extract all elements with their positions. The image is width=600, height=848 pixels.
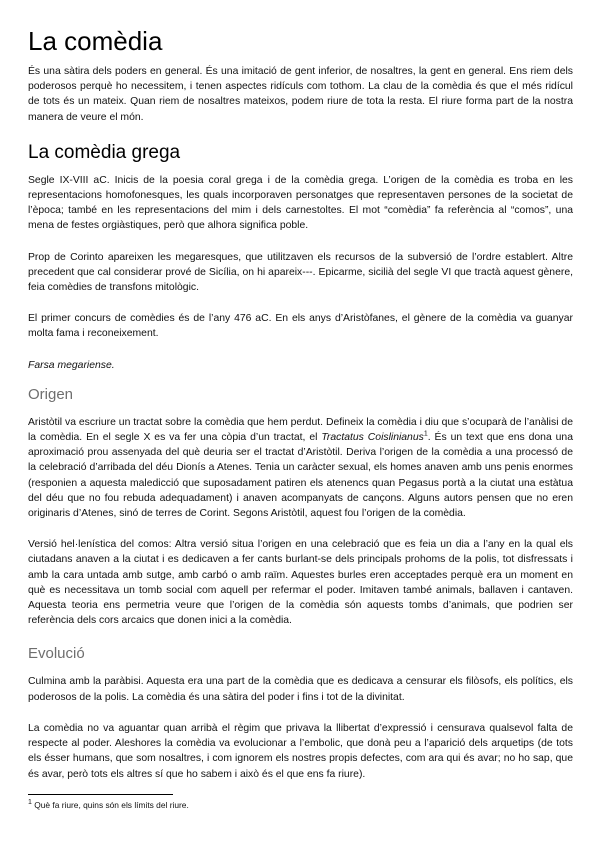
evolucio-paragraph-1: Culmina amb la paràbisi. Aquesta era una part de la comèdia que es dedicava a censurar els filòsofs, els polítics, els poderosos de la polis. La comèdia és una sàtira del poder i fins i tot de la divinitat.	[28, 676, 573, 703]
footnote-divider	[28, 794, 173, 795]
footnote-reference[interactable]: 1	[423, 430, 428, 438]
heading-comedia-grega: La comèdia grega	[28, 141, 181, 163]
origen-paragraph-2: Versió hel·lenística del comos: Altra versió situa l’origen en una celebració que es feia un dia a l’any en la qual els ciutadans anaven a la ciutat i es dedicaven a fer cants burlant-se dels principals prohoms de la polis, tot disfressats i amb la cara untada amb sutge, amb carbó o amb raïm. Aquestes burles eren acceptades perquè era un moment en què es necessitava un tomb social com aquell per refermar el poder. Imitaven també animals, ballaven i cantaven. Aquesta teoria ens permetria veure que l’origen de la comèdia són aquests tombs d’animals, que podrien ser referència dels cors arcaics que donen inici a la comèdia.	[28, 539, 573, 627]
intro-paragraph: És una sàtira dels poders en general. És una imitació de gent inferior, de nosaltres, la gent en general. Ens riem dels poderosos perquè ho necessitem, i tenen aspectes ridículs com tothom. La clau de la comèdia és que el més ridícul de tots és un mateix. Quan riem de nosaltres mateixos, podem riure de tota la resta. El riure forma part de la nostra manera de veure el món.	[28, 66, 573, 123]
footnote-text: Què fa riure, quins són els límits del riure.	[31, 799, 189, 810]
footnote-marker: 1	[28, 798, 32, 806]
tractatus-italic: Tractatus Coislinianus	[321, 432, 424, 444]
document-page	[28, 26, 573, 811]
farsa-italic: Farsa megariense.	[28, 359, 115, 371]
origen-p1-before: Aristòtil va escriure un tractat sobre la comèdia que hem perdut. Defineix la comèdia i diu que s’ocuparà de l’anàlisi de la comèdia. En el segle X es va fer una còpia d’un tractat, el	[28, 416, 573, 444]
page-title: La comèdia	[28, 26, 163, 56]
heading-evolucio: Evolució	[28, 645, 85, 663]
grega-paragraph-2: Prop de Corinto apareixen les megaresques, que utilitzaven els recursos de la subversió de l’ordre establert. Altre precedent que cal considerar prové de Sicília, on hi apareix---. Epicarme, sicilià del segle VI que tractà aquest gènere, feia comèdies de transfons mitològic.	[28, 251, 573, 294]
grega-paragraph-1: Segle IX-VIII aC. Inicis de la poesia coral grega i de la comèdia grega. L’origen de la comèdia es troba en les representacions homofonesques, les quals incorporaven personatges que representaven persones de la societat de l’època; també en les representacions del mim i dels carnestoltes. El mot “comèdia” fa referència al “comos”, una mena de festes orgiàstiques, però que alhora significa poble.	[28, 174, 573, 232]
grega-paragraph-4	[28, 358, 573, 373]
evolucio-paragraph-2: La comèdia no va aguantar quan arribà el règim que privava la llibertat d’expressió i censurava qualsevol falta de respecte al poder. Aleshores la comèdia va evolucionar a l’embolic, que donà peu a l’aparició dels arquetips (de tots els ésser humans, que som nosaltres, i com ignorem els nostres propis defectes, com ara qui és avar; no ho sap, que és avar, però tots els altres sí que ho sabem i això és el que ens fa riure).	[28, 722, 573, 780]
origen-paragraph-1	[28, 415, 573, 521]
origen-p1-after: . És un text que ens dona una aproximació prou assenyada del què deuria ser el tractat d’Aristòtil. Deriva l’origen de la comèdia a una processó de la celebració d’arribada del déu Dionís a Atenes. Tenia un caràcter sexual, els homes anaven amb uns penis enormes (responien a aquesta maledicció que suposadament patiren els atenencs quan Pegasus portà a la ciutat una estàtua del déu que no fou rebuda adequadament) i anaven acompanyats de cançons. Alguns autors pensen que no eren originaris d’Atenes, sinó de terres de Corint. Segons Aristòtil, aquest fou l’origen de la comèdia.	[28, 432, 573, 520]
heading-origen: Origen	[28, 385, 74, 403]
footnote	[28, 800, 573, 811]
grega-paragraph-3: El primer concurs de comèdies és de l’any 476 aC. En els anys d’Aristòfanes, el gènere de la comèdia va guanyar molta fama i reconeixement.	[28, 313, 573, 340]
